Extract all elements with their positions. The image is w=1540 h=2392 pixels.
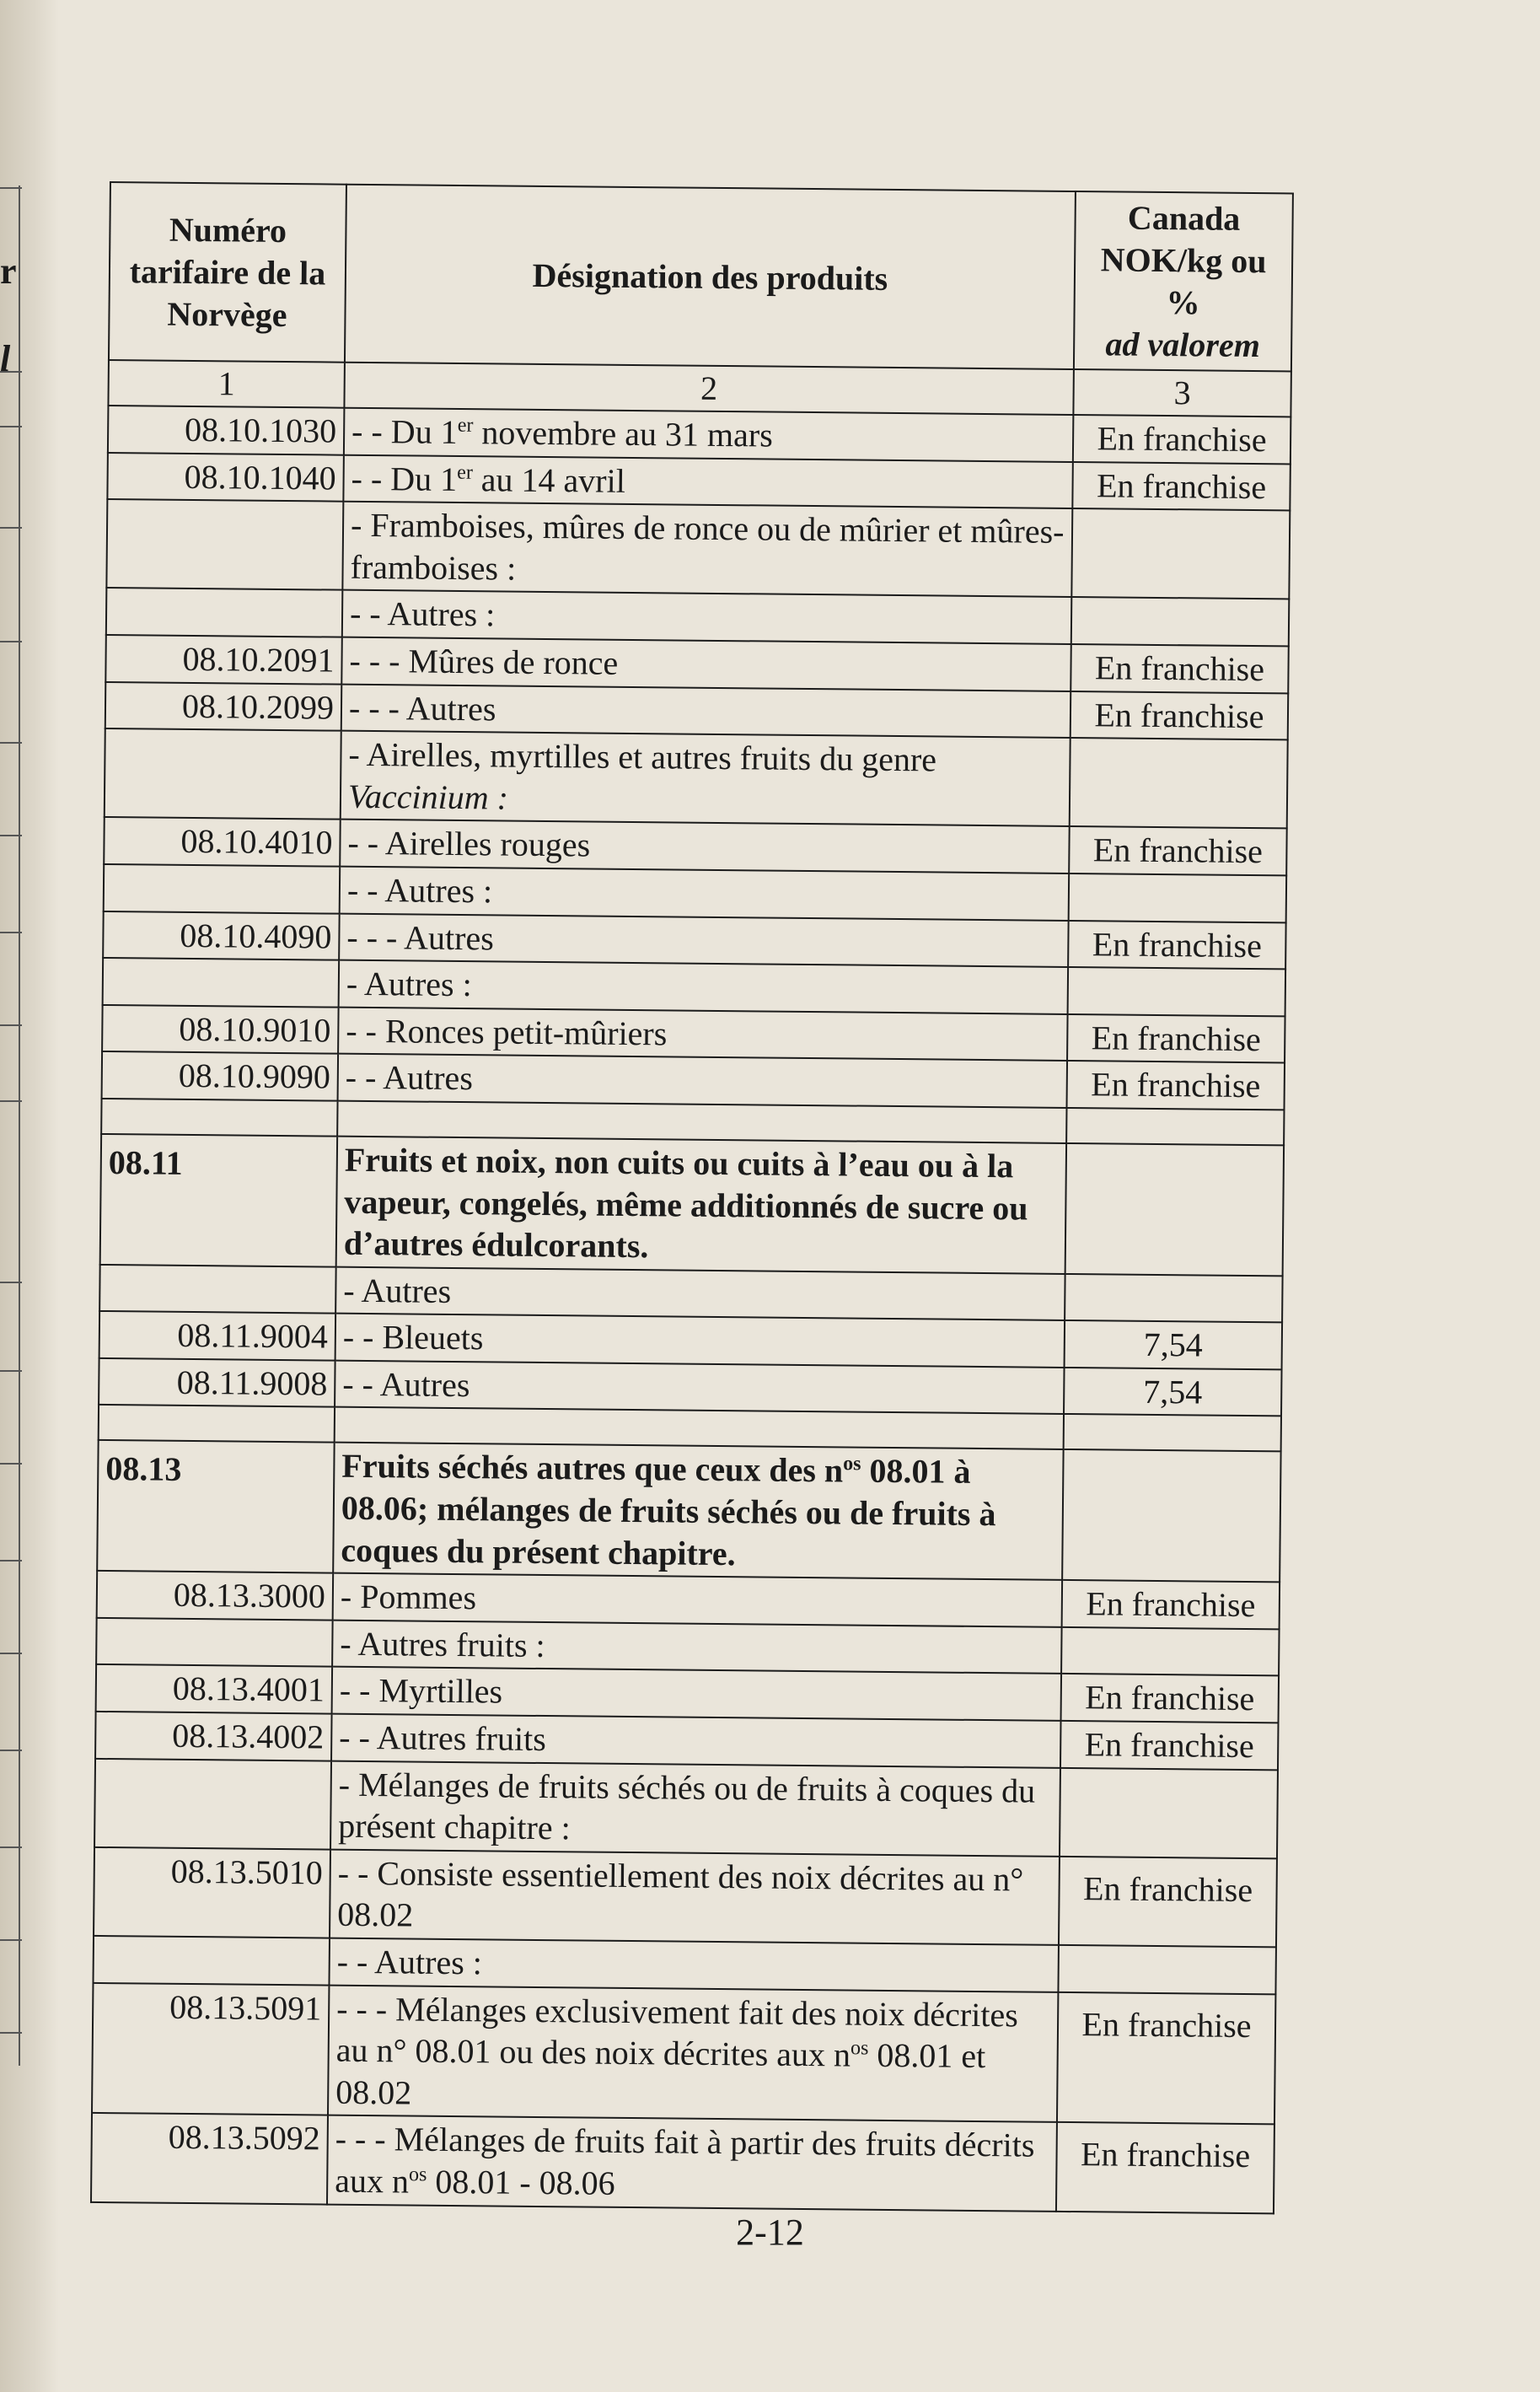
tariff-code: 08.10.2091	[105, 635, 342, 684]
canada-rate: En franchise	[1067, 1061, 1285, 1110]
tariff-code: 08.10.2099	[105, 682, 342, 731]
canada-rate: En franchise	[1059, 1857, 1277, 1948]
product-designation: - - Autres	[335, 1361, 1064, 1415]
tariff-code	[103, 958, 340, 1007]
heading-number: 08.13	[97, 1440, 334, 1572]
canada-rate	[1065, 1274, 1283, 1323]
tariff-code: 08.10.9090	[102, 1051, 339, 1100]
heading-number: 08.11	[100, 1134, 337, 1266]
canada-rate: En franchise	[1073, 415, 1291, 464]
product-designation: - - Autres fruits	[331, 1714, 1060, 1768]
product-designation: - - Consiste essentiellement des noix décrites au n° 08.02	[330, 1849, 1060, 1944]
page-number: 2-12	[736, 2212, 804, 2253]
tariff-code: 08.11.9004	[99, 1311, 336, 1360]
product-designation: - - - Mûres de ronce	[341, 637, 1070, 691]
canada-rate: En franchise	[1056, 2122, 1274, 2213]
tariff-code: 08.10.4010	[104, 817, 341, 866]
canada-rate	[1060, 1768, 1278, 1859]
canada-rate: En franchise	[1060, 1721, 1279, 1770]
canada-rate: En franchise	[1072, 462, 1290, 511]
tariff-code	[106, 499, 343, 590]
canada-rate	[1068, 967, 1286, 1016]
previous-page-edge	[0, 0, 22, 2392]
column-number: 1	[108, 360, 345, 408]
product-designation: Fruits et noix, non cuits ou cuits à l’eau ou à la vapeur, congelés, même additionnés de sucre ou d’autres édulcorants.	[336, 1137, 1066, 1274]
tariff-code: 08.10.4090	[103, 911, 340, 960]
product-designation: - Airelles, myrtilles et autres fruits du genre Vaccinium :	[341, 731, 1070, 826]
tariff-code	[96, 1618, 333, 1667]
table-row	[94, 1847, 1277, 1948]
product-designation: - - Autres :	[329, 1938, 1058, 1992]
canada-rate: En franchise	[1070, 644, 1289, 693]
tariff-table	[90, 181, 1294, 2214]
table-row	[94, 1759, 1278, 1859]
tariff-code	[104, 864, 341, 913]
column-number: 2	[344, 363, 1073, 415]
product-designation: - Autres	[335, 1266, 1065, 1320]
tariff-code: 08.13.4002	[95, 1712, 332, 1760]
product-designation: - - - Autres	[339, 913, 1068, 967]
header-canada-rate: Canada NOK/kg ou % ad valorem	[1074, 191, 1293, 371]
heading-row	[100, 1134, 1284, 1276]
tariff-code: 08.10.1040	[107, 453, 344, 502]
product-designation: - Mélanges de fruits séchés ou de fruits à coques du présent chapitre :	[330, 1760, 1060, 1856]
product-designation: - - - Autres	[341, 684, 1070, 738]
table-row	[105, 728, 1288, 829]
product-designation: - Framboises, mûres de ronce ou de mûrier et mûres-framboises :	[342, 502, 1072, 597]
product-designation: - - Ronces petit-mûriers	[338, 1007, 1067, 1061]
tariff-code: 08.13.5092	[91, 2113, 328, 2204]
tariff-code: 08.11.9008	[99, 1358, 335, 1407]
tariff-code	[94, 1759, 331, 1850]
prev-page-glyph: r	[0, 250, 17, 292]
tariff-code	[99, 1265, 336, 1314]
product-designation: - - Autres :	[342, 590, 1071, 644]
product-designation: Fruits séchés autres que ceux des $n^{os}$ 08.01 à 08.06; mélanges de fruits séchés ou de fruits à coques du présent chapitre.	[333, 1443, 1063, 1580]
table-row	[91, 2113, 1274, 2213]
canada-rate: En franchise	[1070, 691, 1289, 740]
canada-rate: En franchise	[1068, 920, 1286, 969]
canada-rate	[1071, 508, 1290, 599]
canada-rate	[1069, 873, 1287, 922]
product-designation: - - Bleuets	[335, 1314, 1065, 1368]
canada-rate	[1064, 1414, 1281, 1451]
product-designation: - - Autres :	[340, 867, 1069, 921]
product-designation: - Pommes	[333, 1573, 1062, 1627]
tariff-code	[101, 1099, 337, 1137]
canada-rate	[1070, 738, 1288, 829]
canada-rate	[1065, 1143, 1284, 1276]
product-designation: - Autres :	[339, 960, 1068, 1014]
tariff-code: 08.13.4001	[96, 1664, 333, 1713]
tariff-code: 08.13.3000	[97, 1571, 334, 1620]
product-designation: - - Airelles rouges	[340, 820, 1069, 873]
canada-rate	[1062, 1449, 1280, 1582]
column-number: 3	[1073, 369, 1291, 417]
canada-rate: En franchise	[1061, 1674, 1280, 1723]
tariff-code: 08.13.5010	[94, 1847, 330, 1938]
tariff-code	[105, 728, 341, 820]
header-tariff-number: Numéro tarifaire de la Norvège	[109, 182, 346, 363]
canada-rate: En franchise	[1057, 1992, 1275, 2124]
tariff-code: 08.10.9010	[102, 1005, 339, 1054]
canada-rate: En franchise	[1062, 1580, 1280, 1629]
canada-rate: En franchise	[1067, 1014, 1285, 1063]
tariff-code: 08.13.5091	[92, 1983, 329, 2115]
canada-rate: En franchise	[1069, 826, 1287, 875]
table-row	[92, 1983, 1275, 2125]
product-designation: - - - Mélanges exclusivement fait des noix décrites au n° 08.01 ou des noix décrites aux $n^{os}$ 08.01 et 08.02	[328, 1985, 1058, 2122]
tariff-code	[99, 1405, 335, 1443]
product-designation: - - Autres	[338, 1054, 1067, 1108]
prev-page-glyph: l	[0, 338, 11, 379]
canada-rate: 7,54	[1064, 1368, 1282, 1416]
product-designation: - - Du 1er novembre au 31 mars	[344, 408, 1073, 462]
header-designation: Désignation des produits	[345, 185, 1076, 369]
product-designation: - Autres fruits :	[332, 1620, 1061, 1674]
canada-rate	[1066, 1108, 1284, 1145]
product-designation: - - Du 1er au 14 avril	[343, 454, 1072, 508]
tariff-code	[106, 588, 343, 637]
heading-row	[97, 1440, 1280, 1582]
canada-rate	[1061, 1627, 1280, 1676]
table-row	[106, 499, 1290, 599]
canada-rate: 7,54	[1065, 1320, 1283, 1369]
tariff-code: 08.10.1030	[108, 406, 345, 454]
product-designation: - - Myrtilles	[332, 1667, 1061, 1721]
product-designation: - - - Mélanges de fruits fait à partir des fruits décrits aux $n^{os}$ 08.01 - 08.06	[327, 2115, 1057, 2211]
canada-rate	[1071, 597, 1290, 646]
tariff-code	[93, 1936, 330, 1985]
canada-rate	[1058, 1945, 1276, 1994]
